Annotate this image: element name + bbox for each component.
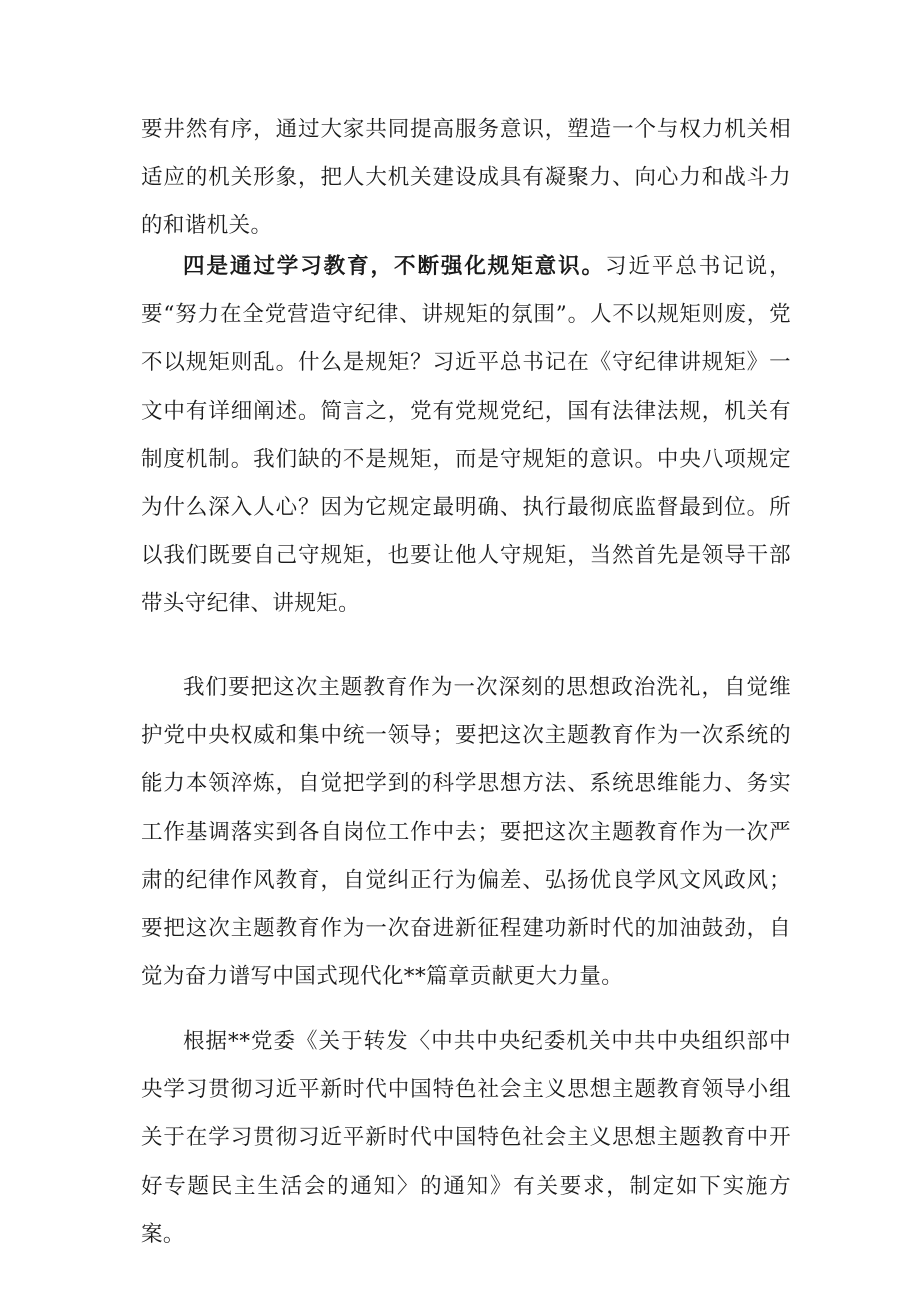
paragraph-4: [141, 1018, 791, 1259]
paragraph-2-lead: 四是通过学习教育，不断强化规矩意识。: [183, 254, 605, 279]
paragraph-4-text: 根据**党委《关于转发〈中共中央纪委机关中共中央组织部中央学习贯彻习近平新时代中国特色社会主义思想主题教育领导小组关于在学习贯彻习近平新时代中国特色社会主义思想主题教育中开好专题民主生活会的通知〉的通知》有关要求，制定如下实施方案。: [141, 1029, 791, 1247]
paragraph-3-text: 我们要把这次主题教育作为一次深刻的思想政治洗礼，自觉维护党中央权威和集中统一领导；要把这次主题教育作为一次系统的能力本领淬炼，自觉把学到的科学思想方法、系统思维能力、务实工作基调落实到各自岗位工作中去；要把这次主题教育作为一次严肃的纪律作风教育，自觉纠正行为偏差、弘扬优良学风文风政风；要把这次主题教育作为一次奋进新征程建功新时代的加油鼓劲，自觉为奋力谱写中国式现代化**篇章贡献更大力量。: [141, 675, 791, 990]
paragraph-3: [141, 664, 791, 1001]
paragraph-2-text: 习近平总书记说，要“努力在全党营造守纪律、讲规矩的氛围”。人不以规矩则废，党不以规矩则乱。什么是规矩？习近平总书记在《守纪律讲规矩》一文中有详细阐述。简言之，党有党规党纪，国有法律法规，机关有制度机制。我们缺的不是规矩，而是守规矩的意识。中央八项规定为什么深入人心？因为它规定最明确、执行最彻底监督最到位。所以我们既要自己守规矩，也要让他人守规矩，当然首先是领导干部带头守纪律、讲规矩。: [141, 254, 792, 617]
paragraph-1-text: 要井然有序，通过大家共同提高服务意识，塑造一个与权力机关相适应的机关形象，把人大机关建设成具有凝聚力、向心力和战斗力的和谐机关。: [141, 117, 791, 239]
paragraph-2: [141, 243, 791, 629]
paragraph-1: [141, 106, 791, 251]
